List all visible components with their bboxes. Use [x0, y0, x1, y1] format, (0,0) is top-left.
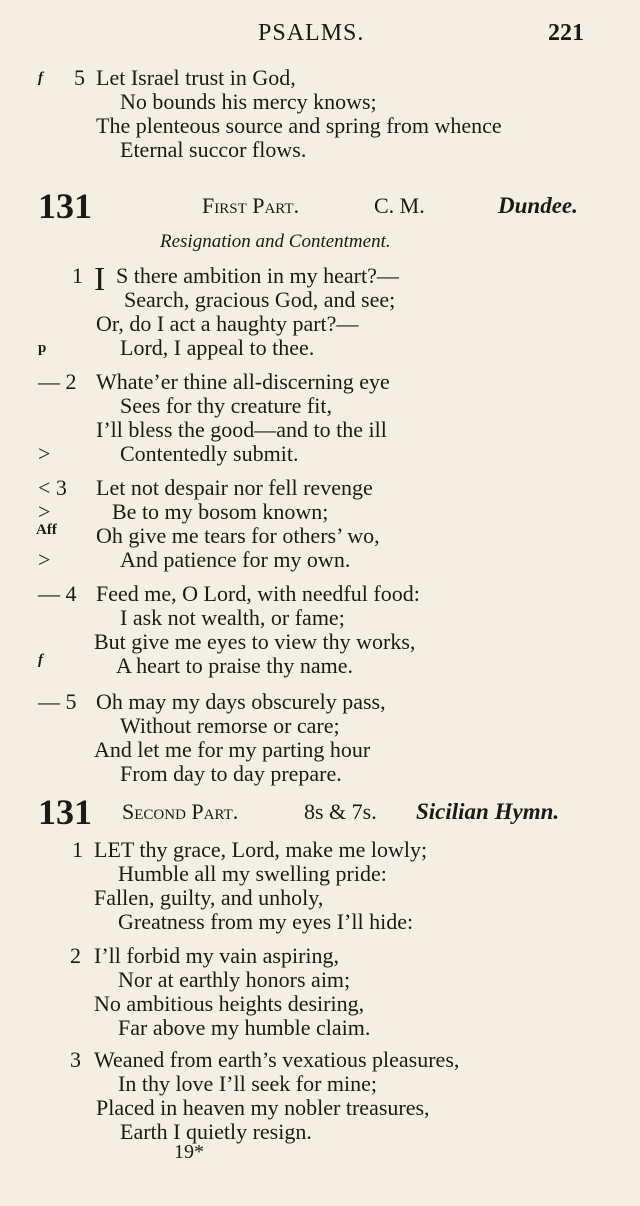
verse-line: S there ambition in my heart?— [116, 263, 399, 288]
stanza-number: — 5 [38, 689, 77, 714]
verse-line: Or, do I act a haughty part?— [96, 311, 359, 336]
page-number: 221 [548, 20, 584, 46]
verse-line: Search, gracious God, and see; [124, 287, 396, 312]
verse-line: Whate’er thine all-discerning eye [96, 369, 390, 394]
verse-line: Oh may my days obscurely pass, [96, 689, 386, 714]
verse-line: From day to day prepare. [120, 761, 342, 786]
verse-line: A heart to praise thy name. [116, 653, 354, 678]
verse-line: Without remorse or care; [120, 713, 340, 738]
verse-line: Greatness from my eyes I’ll hide: [118, 909, 414, 934]
verse-line: Earth I quietly resign. [120, 1119, 312, 1144]
stanza-number: 1 [72, 837, 83, 862]
verse-line: Weaned from earth’s vexatious pleasures, [94, 1047, 460, 1072]
verse-line: I’ll bless the good—and to the ill [96, 417, 387, 442]
dynamic-mark: p [38, 340, 47, 356]
verse-line: But give me eyes to view thy works, [94, 629, 416, 654]
stanza-number: 1 [72, 263, 83, 288]
hymn-meter: C. M. [374, 193, 425, 218]
dynamic-mark: > [38, 547, 51, 572]
hymn-part: Second Part. [122, 799, 239, 824]
dynamic-mark: > [38, 441, 51, 466]
stanza-number: 2 [70, 943, 81, 968]
hymn-number: 131 [38, 186, 92, 226]
tune-name: Sicilian Hymn. [416, 799, 560, 824]
stanza-number: 3 [70, 1047, 81, 1072]
hymn-meter: 8s & 7s. [304, 799, 377, 824]
dynamic-mark: > [38, 499, 51, 524]
verse-line: No ambitious heights desiring, [94, 991, 365, 1016]
verse-line: Humble all my swelling pride: [118, 861, 387, 886]
dynamic-mark: f [38, 70, 43, 86]
dynamic-mark: Aff [36, 522, 57, 538]
stanza-number: 5 [74, 65, 85, 90]
verse-line: And let me for my parting hour [94, 737, 371, 762]
verse-line: Nor at earthly honors aim; [118, 967, 351, 992]
verse-line: Fallen, guilty, and unholy, [94, 885, 324, 910]
verse-line: Feed me, O Lord, with needful food: [96, 581, 420, 606]
verse-line: Oh give me tears for others’ wo, [96, 523, 380, 548]
signature-mark: 19* [174, 1141, 204, 1163]
hymn-number: 131 [38, 792, 92, 832]
verse-line: I ask not wealth, or fame; [120, 605, 345, 630]
running-header-title: PSALMS. [258, 20, 365, 46]
drop-cap: I [94, 261, 106, 298]
stanza-number: — 2 [38, 369, 77, 394]
verse-line: Lord, I appeal to thee. [120, 335, 315, 360]
verse-line: The plenteous source and spring from whence [96, 113, 502, 138]
verse-line: Far above my humble claim. [118, 1015, 371, 1040]
verse-line: And patience for my own. [120, 547, 351, 572]
verse-line: LET thy grace, Lord, make me lowly; [94, 837, 428, 862]
hymn-part: First Part. [202, 193, 300, 218]
verse-line: Sees for thy creature fit, [120, 393, 332, 418]
verse-line: Eternal succor flows. [120, 137, 307, 162]
stanza-number: < 3 [38, 475, 67, 500]
verse-line: Be to my bosom known; [112, 499, 329, 524]
verse-line: In thy love I’ll seek for mine; [118, 1071, 378, 1096]
hymn-subtitle: Resignation and Contentment. [160, 231, 391, 252]
verse-line: I’ll forbid my vain aspiring, [94, 943, 340, 968]
verse-line: Let Israel trust in God, [96, 65, 296, 90]
verse-line: Contentedly submit. [120, 441, 299, 466]
dynamic-mark: f [38, 652, 43, 668]
verse-line: Let not despair nor fell revenge [96, 475, 373, 500]
tune-name: Dundee. [498, 193, 578, 218]
verse-line: No bounds his mercy knows; [120, 89, 377, 114]
verse-line: Placed in heaven my nobler treasures, [96, 1095, 430, 1120]
stanza-number: — 4 [38, 581, 77, 606]
